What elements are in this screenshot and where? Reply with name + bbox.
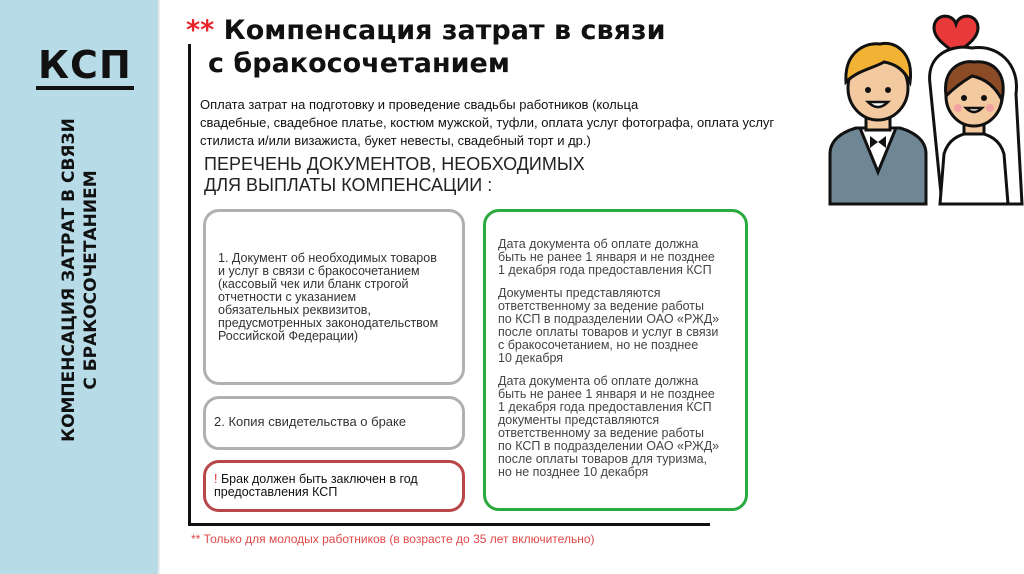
title-line-2: с бракосочетанием (208, 48, 510, 79)
title-line-1: Компенсация затрат в связи (223, 15, 666, 46)
documents-heading (204, 154, 585, 196)
vertical-title-line-2: С БРАКОСОЧЕТАНИЕМ (81, 170, 101, 390)
warning-mark: ! (214, 472, 218, 486)
info3-line: но не позднее 10 декабря (498, 465, 649, 479)
doc1-line: Российской Федерации) (218, 329, 359, 343)
info1-line: быть не ранее 1 января и не позднее (498, 250, 715, 264)
vertical-divider (188, 44, 191, 526)
info3-line: быть не ранее 1 января и не позднее (498, 387, 715, 401)
info2-line: 10 декабря (498, 351, 564, 365)
warning-line-2: предоставления КСП (214, 485, 338, 499)
doc1-line: отчетности с указанием (218, 290, 357, 304)
info3-line: ответственному за ведение работы (498, 426, 705, 440)
info-block-1 (498, 238, 733, 277)
info3-line: 1 декабря года предоставления КСП (498, 400, 712, 414)
info3-line: после оплаты товаров для туризма, (498, 452, 708, 466)
ksp-label: КСП (36, 44, 134, 90)
warning-card (203, 460, 465, 512)
doc1-line: 1. Документ об необходимых товаров (218, 251, 437, 265)
page-title (186, 14, 666, 80)
info2-line: с бракосочетанием, но не позднее (498, 338, 699, 352)
info-block-3 (498, 375, 733, 479)
doc2-text: 2. Копия свидетельства о браке (214, 414, 407, 429)
horizontal-divider (188, 523, 710, 526)
info-block-2 (498, 287, 733, 365)
doc1-line: и услуг в связи с бракосочетанием (218, 264, 420, 278)
intro-text (200, 96, 790, 150)
intro-line-1: Оплата затрат на подготовку и проведение свадьбы работников (кольца (200, 97, 639, 112)
document-card-2 (203, 396, 465, 450)
info2-line: после оплаты товаров и услуг в связи (498, 325, 719, 339)
info3-line: документы представляются (498, 413, 660, 427)
info1-line: Дата документа об оплате должна (498, 237, 699, 251)
info3-line: по КСП в подразделении ОАО «РЖД» (498, 439, 720, 453)
info3-line: Дата документа об оплате должна (498, 374, 699, 388)
info-card (483, 209, 748, 511)
info2-line: по КСП в подразделении ОАО «РЖД» (498, 312, 720, 326)
vertical-section-title (58, 100, 102, 460)
sidebar (0, 0, 160, 574)
info1-line: 1 декабря года предоставления КСП (498, 263, 712, 277)
intro-line-3: стилиста и/или визажиста, букет невесты, свадебный торт и др.) (200, 133, 591, 148)
doc1-line: обязательных реквизитов, (218, 303, 371, 317)
title-stars: ** (186, 15, 215, 46)
documents-heading-line-2: ДЛЯ ВЫПЛАТЫ КОМПЕНСАЦИИ : (204, 175, 493, 195)
document-card-1 (203, 209, 465, 385)
info2-line: Документы представляются (498, 286, 661, 300)
intro-line-2: свадебные, свадебное платье, костюм мужской, туфли, оплата услуг фотографа, оплата услуг (200, 115, 775, 130)
footnote: ** Только для молодых работников (в возрасте до 35 лет включительно) (191, 532, 595, 546)
wedding-couple-icon (822, 4, 1024, 214)
doc1-line: предусмотренных законодательством (218, 316, 439, 330)
vertical-title-line-1: КОМПЕНСАЦИЯ ЗАТРАТ В СВЯЗИ (59, 118, 79, 442)
warning-line-1: Брак должен быть заключен в год (220, 472, 418, 486)
info2-line: ответственному за ведение работы (498, 299, 705, 313)
doc1-line: (кассовый чек или бланк строгой (218, 277, 409, 291)
documents-heading-line-1: ПЕРЕЧЕНЬ ДОКУМЕНТОВ, НЕОБХОДИМЫХ (204, 154, 585, 174)
